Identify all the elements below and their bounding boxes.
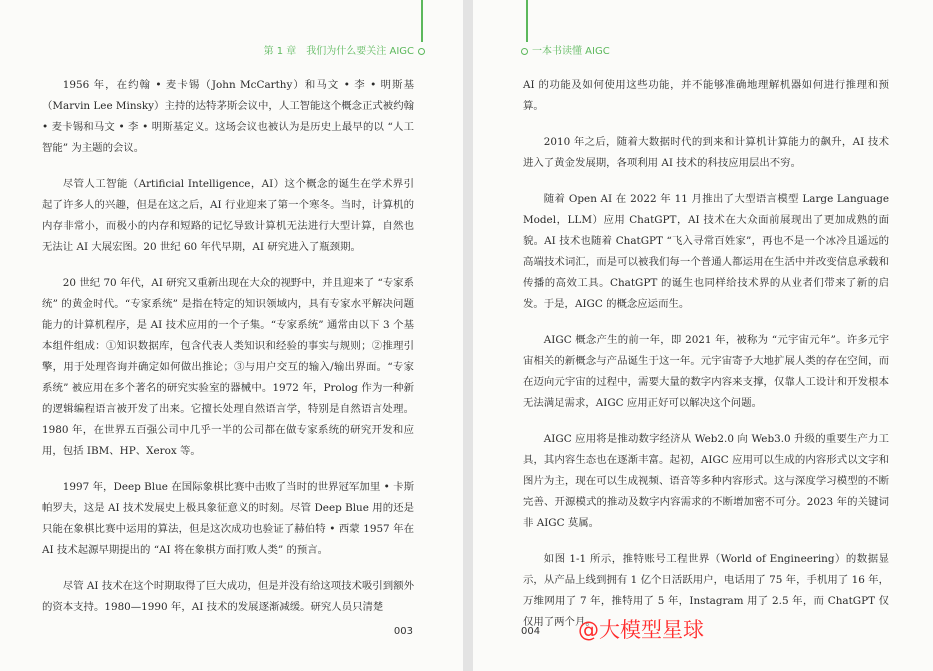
body-text (42, 75, 414, 633)
paragraph: 20 世纪 70 年代，AI 研究又重新出现在大众的视野中，并且迎来了 “专家系统” 的黄金时代。“专家系统” 是指在特定的知识领域内，具有专家水平解决问题能力的计算机程序，是 AI 技术应用的一个子集。“专家系统” 通常由以下 3 个基本组件组成：①知识数据库，包含代表人类知识和经验的事实与规则；②推理引擎，用于处理咨询并确定如何做出推论；③与用户交互的输入/输出界面。“专家系统” 被应用在多个著名的研究实验室的器械中。1972 年，Prolog 作为一种新的逻辑编程语言被开发了出来。它擅长处理自然语言学，特别是自然语言处理。1980 年，在世界五百强公司中几乎一半的公司都在做专家系统的研究开发和应用，包括 IBM、HP、Xerox 等。 (42, 277, 414, 457)
running-head (521, 42, 610, 57)
right-page (473, 0, 933, 671)
running-head (264, 42, 425, 57)
paragraph: 尽管 AI 技术在这个时期取得了巨大成功，但是并没有给这项技术吸引到额外的资本支持。1980—1990 年，AI 技术的发展逐渐减缓。研究人员只清楚 (42, 580, 414, 613)
paragraph: 如图 1-1 所示，推特账号工程世界（World of Engineering）的数据显示，从产品上线到拥有 1 亿个日活跃用户，电话用了 75 年，手机用了 16 年，万维网用了 7 年，推特用了 5 年，Instagram 用了 2.5 年，而 ChatGPT 仅仅用了两个月。 (523, 553, 889, 628)
watermark: @大模型星球 (578, 618, 704, 642)
running-head-text: 第 1 章 我们为什么要关注 AIGC (263, 46, 414, 57)
paragraph: AI 的功能及如何使用这些功能，并不能够准确地理解机器如何进行推理和预算。 (523, 79, 889, 112)
paragraph: AIGC 概念产生的前一年，即 2021 年，被称为 “元宇宙元年”。许多元宇宙相关的新概念与产品诞生于这一年。元宇宙寄予大地扩展人类的存在空间，而在迈向元宇宙的过程中，需要大量的数字内容来支撑，仅靠人工设计和开发根本无法满足需求，AIGC 应用正好可以解决这个问题。 (523, 334, 889, 409)
gutter-line (526, 0, 528, 42)
gutter-line (421, 0, 423, 42)
page-number: 004 (521, 626, 541, 637)
page-number: 003 (393, 626, 413, 637)
paragraph: 随着 Open AI 在 2022 年 11 月推出了大型语言模型 Large Language Model，LLM）应用 ChatGPT，AI 技术在大众面前展现出了更加成熟的面貌。AI 技术也随着 ChatGPT “飞入寻常百姓家”，再也不是一个冰冷且遥远的高端技术词汇，而是可以被我们每一个普通人都运用在生活中并改变信息承载和传播的高效工具。ChatGPT 的诞生也同样给技术界的从业者们带来了新的启发。于是，AIGC 的概念应运而生。 (523, 193, 889, 310)
paragraph: 1997 年，Deep Blue 在国际象棋比赛中击败了当时的世界冠军加里 • 卡斯帕罗夫，这是 AI 技术发展史上极具象征意义的时刻。尽管 Deep Blue 用的还是只能在象棋比赛中运用的算法，但是这次成功也验证了赫伯特 • 西蒙 1957 年在 AI 技术起源早期提出的 “AI 将在象棋方面打败人类” 的预言。 (42, 481, 414, 556)
body-text (523, 75, 889, 648)
left-page (0, 0, 463, 671)
running-head-text: 一本书读懂 AIGC (532, 46, 610, 57)
circle-bullet-icon (521, 48, 528, 55)
circle-bullet-icon (418, 48, 425, 55)
paragraph: 2010 年之后，随着大数据时代的到来和计算机计算能力的飙升，AI 技术进入了黄金发展期，各项利用 AI 技术的科技应用层出不穷。 (523, 136, 889, 169)
paragraph: AIGC 应用将是推动数字经济从 Web2.0 向 Web3.0 升级的重要生产力工具，其内容生态也在逐渐丰富。起初，AIGC 应用可以生成的内容形式以文字和图片为主，现在可以生成视频、语音等多种内容形式。这与深度学习模型的不断完善、开源模式的推动及数字内容需求的不断增加密不可分。2023 年的关键词非 AIGC 莫属。 (523, 433, 889, 529)
paragraph: 1956 年，在约翰 • 麦卡锡（John McCarthy）和马文 • 李 • 明斯基（Marvin Lee Minsky）主持的达特茅斯会议中，人工智能这个概念正式被约翰 • 麦卡锡和马文 • 李 • 明斯基定义。这场会议也被认为是历史上最早的以 “人工智能” 为主题的会议。 (42, 79, 414, 154)
paragraph: 尽管人工智能（Artificial Intelligence，AI）这个概念的诞生在学术界引起了许多人的兴趣，但是在这之后，AI 行业迎来了第一个寒冬。当时，计算机的内存非常小，而极小的内存和短路的记忆导致计算机无法进行大型计算，自然也无法让 AI 大展宏图。20 世纪 60 年代早期，AI 研究进入了瓶颈期。 (42, 178, 414, 253)
